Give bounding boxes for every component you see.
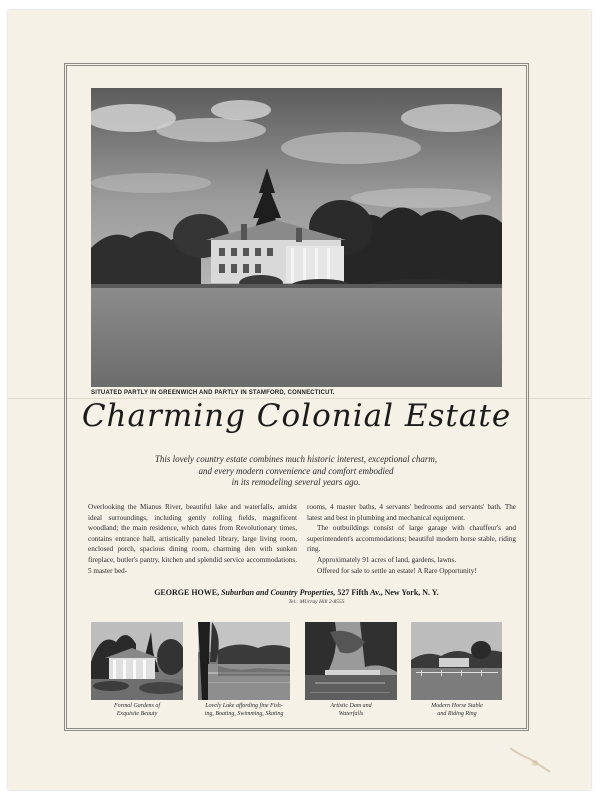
caption-line: Lovely Lake affording fine Fish- [205, 703, 283, 709]
body-paragraph: Offered for sale to settle an estate! A Rare Opportunity! [317, 566, 477, 575]
horse-stable-photo [411, 622, 502, 700]
formal-gardens-photo [91, 622, 183, 700]
body-paragraph: The outbuildings consist of large garage with chauffeur's and superintendent's accommodations; beautiful modern horse stable, riding ring. [307, 524, 516, 554]
caption-line: Modern Horse Stable [431, 703, 483, 709]
thumbnail-caption [302, 703, 400, 718]
body-paragraph: rooms, 4 master baths, 4 servants' bedrooms and servants' bath. The latest and best in plumbing and mechanical equipment. [307, 503, 516, 522]
intro-paragraph [120, 454, 472, 489]
page-title: Charming Colonial Estate [81, 398, 512, 434]
caption-line: ing, Boating, Swimming, Skating [204, 710, 284, 717]
thumbnail-caption [193, 703, 295, 718]
body-column-right [307, 502, 516, 576]
paper-stain [505, 745, 555, 775]
intro-line: and every modern convenience and comfort embodied [198, 465, 394, 476]
caption-line: Exquisite Beauty [116, 710, 158, 717]
body-column-left: Overlooking the Mianus River, beautiful lake and waterfalls, amidst ideal surroundings, including gently rolling fields, magnificent woodland; the main residence, which dates from Revolutionary times, contains entrance hall, artistically paneled library, large living room, enclosed porch, spacious dining room, charming den with sunken fireplace, butler's pantry, kitchen and splendid service accommodations. 5 master bed- [88, 503, 297, 575]
dam-waterfalls-photo [305, 622, 397, 700]
photo-caption: SITUATED PARTLY IN GREENWICH AND PARTLY IN STAMFORD, CONNECTICUT. [91, 390, 335, 396]
caption-line: Artistic Dam and [330, 703, 372, 709]
estate-house-photo [91, 88, 502, 387]
thumbnail-caption [408, 703, 506, 718]
intro-line: This lovely country estate combines much historic interest, exceptional charm, [154, 454, 438, 464]
lake-photo [198, 622, 290, 700]
body-paragraph: Approximately 91 acres of land, gardens, lawns. [317, 555, 457, 564]
caption-line: Waterfalls [338, 710, 364, 717]
agent-firm: Suburban and Country Properties, [221, 588, 336, 597]
agent-line [64, 588, 529, 597]
caption-line: and Riding Ring [437, 710, 477, 717]
thumbnail-caption [88, 703, 186, 718]
agent-address: 527 Fifth Av., New York, N. Y. [337, 588, 439, 597]
agent-phone: Tel.: MUrray Hill 2-8555 [288, 599, 345, 605]
caption-line: Formal Gardens of [113, 703, 161, 709]
intro-line: in its remodeling several years ago. [231, 477, 361, 487]
agent-name: GEORGE HOWE, [154, 588, 220, 597]
